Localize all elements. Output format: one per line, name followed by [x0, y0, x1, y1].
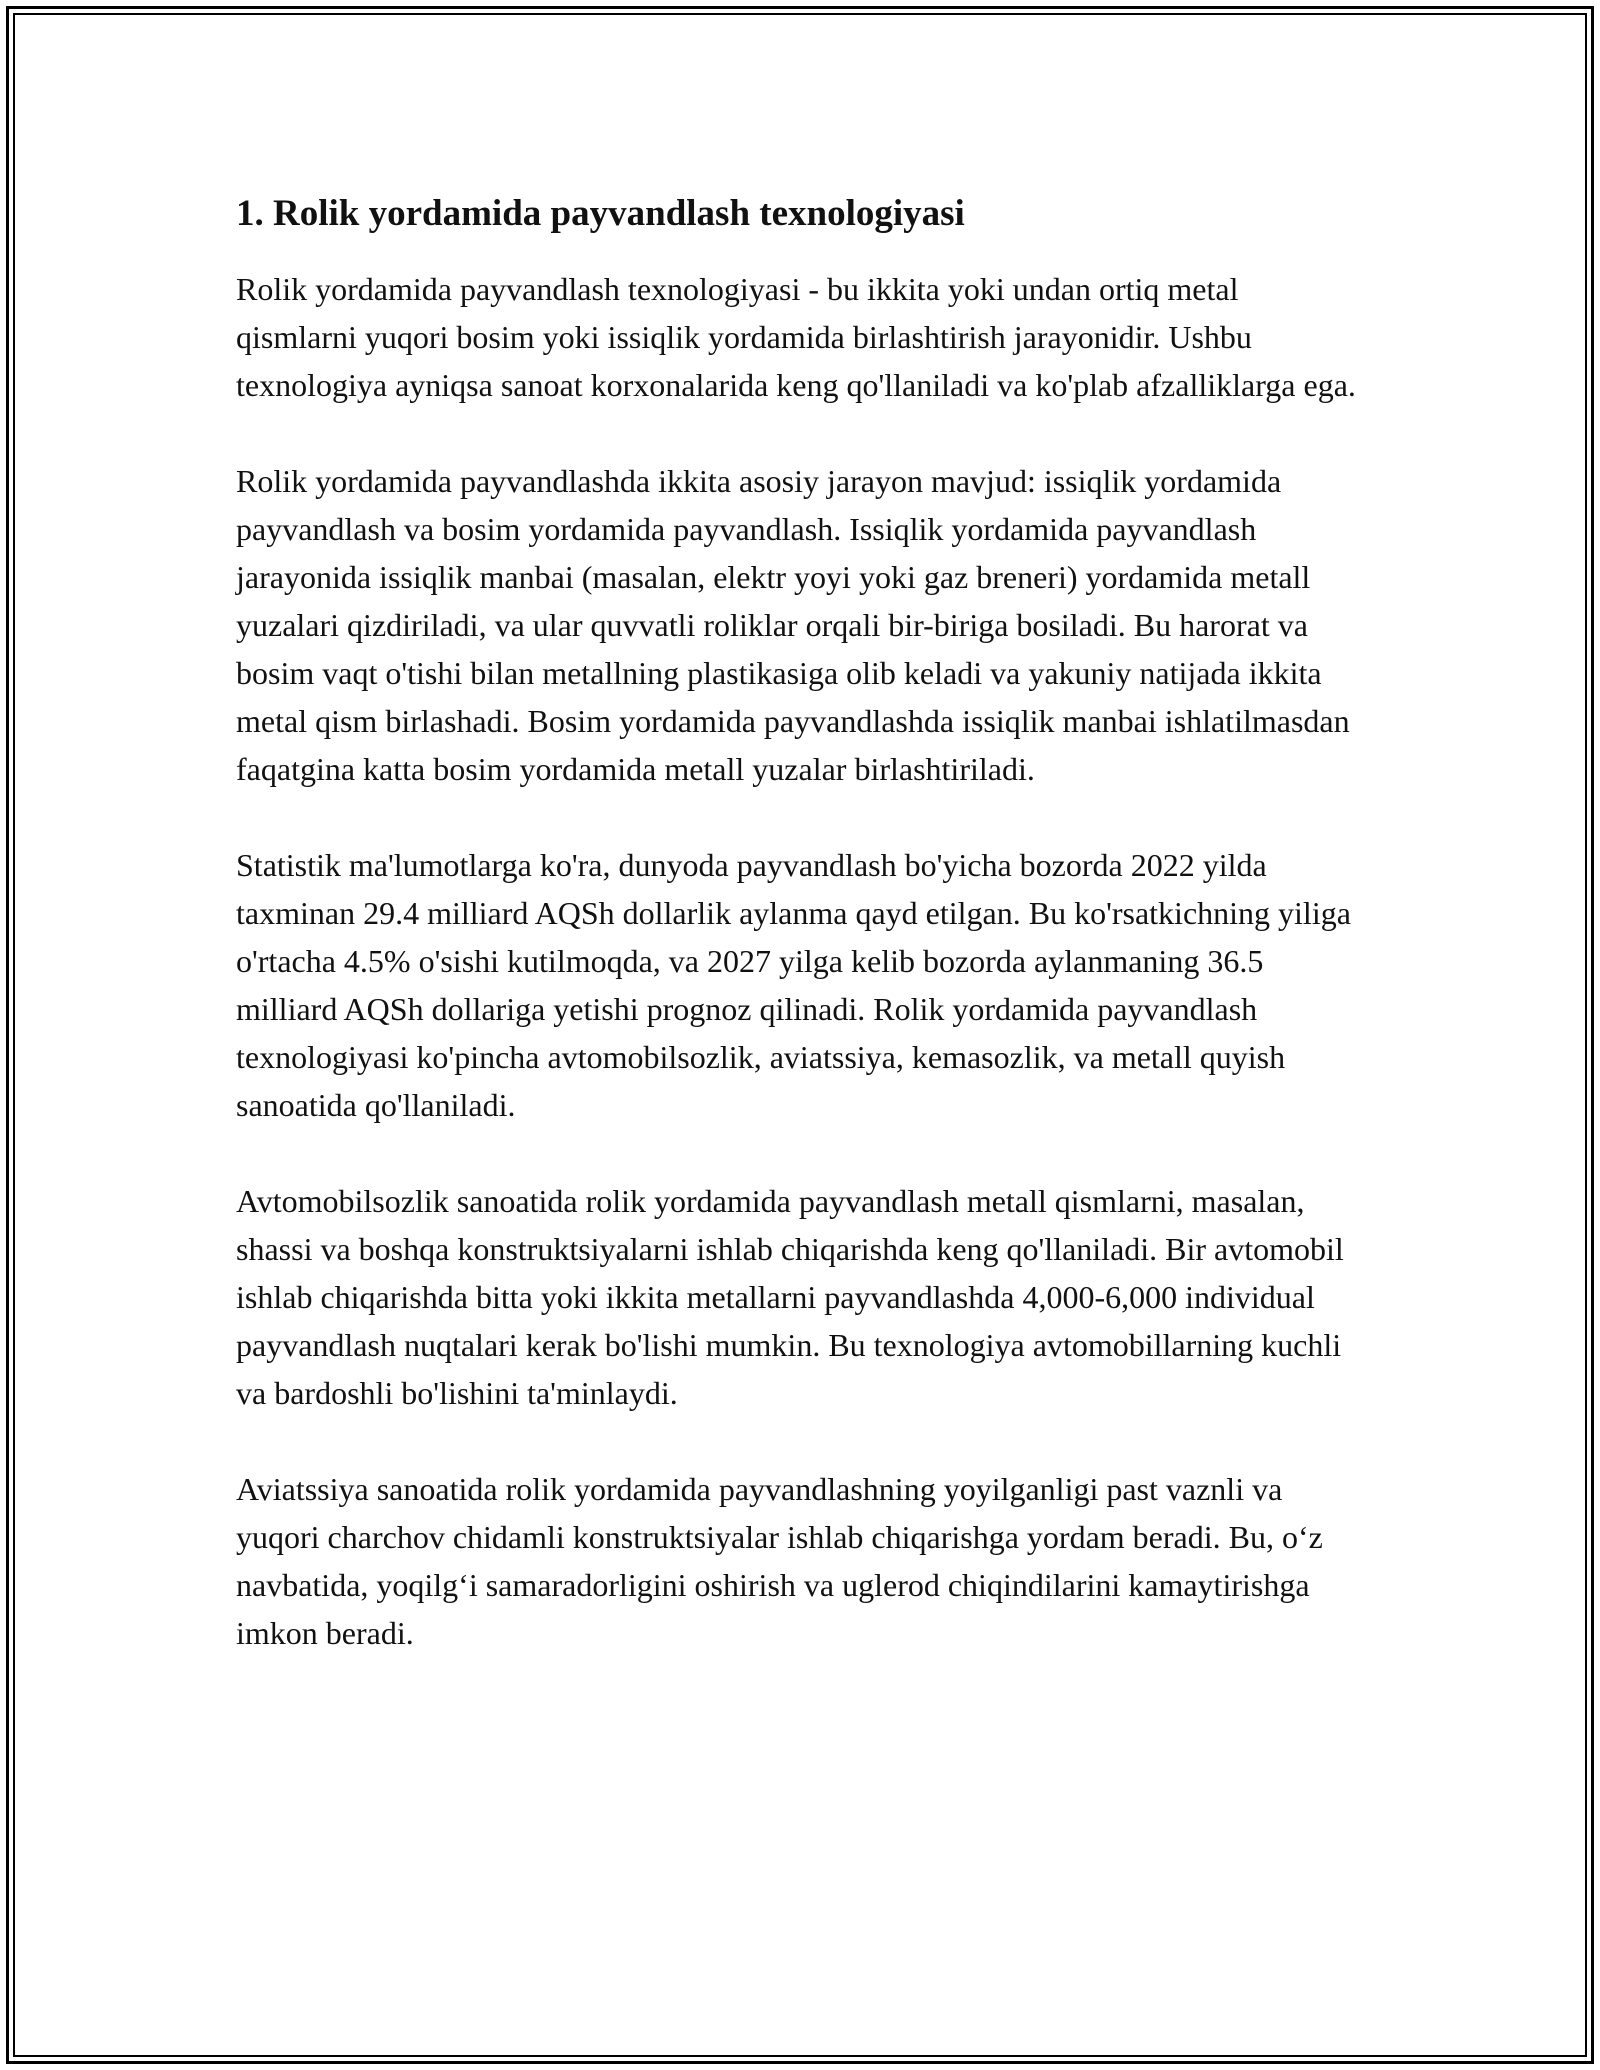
paragraph-automotive: Avtomobilsozlik sanoatida rolik yordamida payvandlash metall qismlarni, masalan, shassi va boshqa konstruktsiyalarni ishlab chiqarishda keng qo'llaniladi. Bir avtomobil ishlab chiqarishda bitta yoki ikkita metallarni payvandlashda 4,000-6,000 individual payvandlash nuqtalari kerak bo'lishi mumkin. Bu texnologiya avtomobillarning kuchli va bardoshli bo'lishini ta'minlaydi. — [236, 1183, 1344, 1411]
paragraph-statistics: Statistik ma'lumotlarga ko'ra, dunyoda payvandlash bo'yicha bozorda 2022 yilda taxminan 29.4 milliard AQSh dollarlik aylanma qayd etilgan. Bu ko'rsatkichning yiliga o'rtacha 4.5% o'sishi kutilmoqda, va 2027 yilga kelib bozorda aylanmaning 36.5 milliard AQSh dollariga yetishi prognoz qilinadi. Rolik yordamida payvandlash texnologiyasi ko'pincha avtomobilsozlik, aviatssiya, kemasozlik, va metall quyish sanoatida qo'llaniladi. — [236, 847, 1351, 1123]
paragraph-intro: Rolik yordamida payvandlash texnologiyasi - bu ikkita yoki undan ortiq metal qismlarni yuqori bosim yoki issiqlik yordamida birlashtirish jarayonidir. Ushbu texnologiya ayniqsa sanoat korxonalarida keng qo'llaniladi va ko'plab afzalliklarga ega. — [236, 271, 1356, 403]
paragraph-processes: Rolik yordamida payvandlashda ikkita asosiy jarayon mavjud: issiqlik yordamida payvandlash va bosim yordamida payvandlash. Issiqlik yordamida payvandlash jarayonida issiqlik manbai (masalan, elektr yoyi yoki gaz breneri) yordamida metall yuzalari qizdiriladi, va ular quvvatli roliklar orqali bir-biriga bosiladi. Bu harorat va bosim vaqt o'tishi bilan metallning plastikasiga olib keladi va yakuniy natijada ikkita metal qism birlashadi. Bosim yordamida payvandlashda issiqlik manbai ishlatilmasdan faqatgina katta bosim yordamida metall yuzalar birlashtiriladi. — [236, 463, 1350, 787]
document-body — [236, 186, 1366, 1705]
paragraph-aviation: Aviatssiya sanoatida rolik yordamida payvandlashning yoyilganligi past vaznli va yuqori charchov chidamli konstruktsiyalar ishlab chiqarishga yordam beradi. Bu, o‘z navbatida, yoqilg‘i samaradorligini oshirish va uglerod chiqindilarini kamaytirishga imkon beradi. — [236, 1471, 1323, 1651]
section-title: 1. Rolik yordamida payvandlash texnologiyasi — [236, 193, 965, 234]
